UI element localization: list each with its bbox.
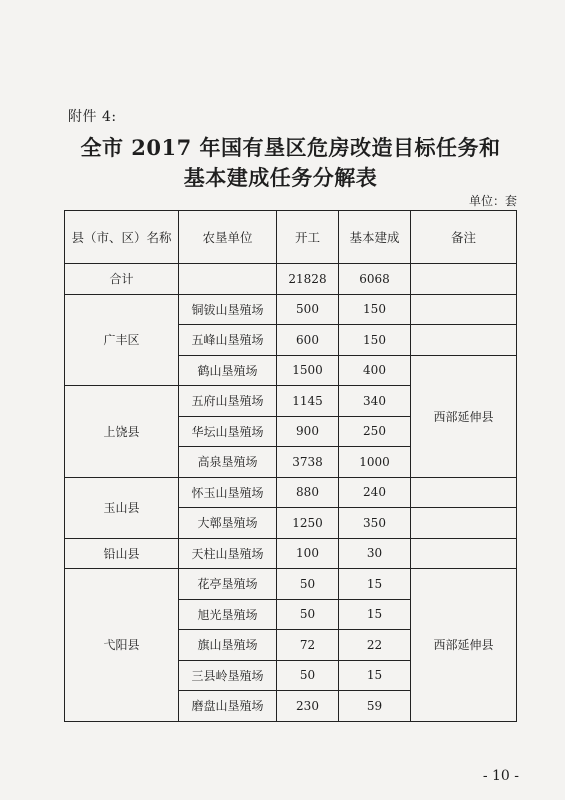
start-cell: 880 [277, 477, 339, 508]
page-number: - 10 - [482, 768, 519, 784]
completed-cell: 400 [339, 355, 411, 386]
completed-cell: 59 [339, 691, 411, 722]
start-cell: 50 [277, 569, 339, 600]
header-farm: 农垦单位 [179, 211, 277, 264]
completed-cell: 350 [339, 508, 411, 539]
task-table [64, 210, 517, 722]
header-completed: 基本建成 [339, 211, 411, 264]
farm-cell: 天柱山垦殖场 [179, 538, 277, 569]
farm-cell: 高泉垦殖场 [179, 447, 277, 478]
start-cell: 72 [277, 630, 339, 661]
farm-cell: 旭光垦殖场 [179, 599, 277, 630]
farm-cell: 三县岭垦殖场 [179, 660, 277, 691]
unit-label: 单位：套 [468, 194, 517, 208]
farm-cell: 磨盘山垦殖场 [179, 691, 277, 722]
note-cell [411, 325, 517, 356]
completed-cell: 30 [339, 538, 411, 569]
completed-cell: 150 [339, 325, 411, 356]
header-start: 开工 [277, 211, 339, 264]
farm-cell: 五府山垦殖场 [179, 386, 277, 417]
start-cell: 100 [277, 538, 339, 569]
completed-cell: 150 [339, 294, 411, 325]
start-cell: 1145 [277, 386, 339, 417]
header-county: 县（市、区）名称 [65, 211, 179, 264]
start-cell: 50 [277, 599, 339, 630]
title-line-2: 基本建成任务分解表 [183, 165, 378, 190]
start-cell: 1500 [277, 355, 339, 386]
total-label: 合计 [65, 264, 179, 295]
farm-cell: 铜钹山垦殖场 [179, 294, 277, 325]
note-cell: 西部延伸县 [411, 355, 517, 477]
header-note: 备注 [411, 211, 517, 264]
table-row [65, 294, 517, 325]
farm-cell: 五峰山垦殖场 [179, 325, 277, 356]
start-cell: 500 [277, 294, 339, 325]
note-cell [411, 477, 517, 508]
completed-cell: 240 [339, 477, 411, 508]
farm-cell: 怀玉山垦殖场 [179, 477, 277, 508]
start-cell: 900 [277, 416, 339, 447]
completed-cell: 250 [339, 416, 411, 447]
note-cell [411, 294, 517, 325]
completed-cell: 15 [339, 599, 411, 630]
title-line-1: 全市 2017 年国有垦区危房改造目标任务和 [80, 135, 501, 160]
start-cell: 600 [277, 325, 339, 356]
completed-cell: 15 [339, 569, 411, 600]
farm-cell: 旗山垦殖场 [179, 630, 277, 661]
start-cell: 1250 [277, 508, 339, 539]
farm-cell: 大鄣垦殖场 [179, 508, 277, 539]
table-row [65, 477, 517, 508]
note-cell [411, 538, 517, 569]
attachment-label: 附件 4: [68, 109, 117, 125]
note-cell: 西部延伸县 [411, 569, 517, 722]
total-completed: 6068 [339, 264, 411, 295]
completed-cell: 340 [339, 386, 411, 417]
total-note-cell [411, 264, 517, 295]
start-cell: 50 [277, 660, 339, 691]
county-cell: 广丰区 [65, 294, 179, 386]
total-start: 21828 [277, 264, 339, 295]
total-row [65, 264, 517, 295]
total-farm-cell [179, 264, 277, 295]
header-row [65, 211, 517, 264]
completed-cell: 22 [339, 630, 411, 661]
start-cell: 3738 [277, 447, 339, 478]
county-cell: 铅山县 [65, 538, 179, 569]
county-cell: 玉山县 [65, 477, 179, 538]
county-cell: 弋阳县 [65, 569, 179, 722]
farm-cell: 花亭垦殖场 [179, 569, 277, 600]
farm-cell: 鹤山垦殖场 [179, 355, 277, 386]
note-cell [411, 508, 517, 539]
county-cell: 上饶县 [65, 386, 179, 478]
completed-cell: 15 [339, 660, 411, 691]
table-row [65, 538, 517, 569]
completed-cell: 1000 [339, 447, 411, 478]
table-row [65, 569, 517, 600]
start-cell: 230 [277, 691, 339, 722]
farm-cell: 华坛山垦殖场 [179, 416, 277, 447]
